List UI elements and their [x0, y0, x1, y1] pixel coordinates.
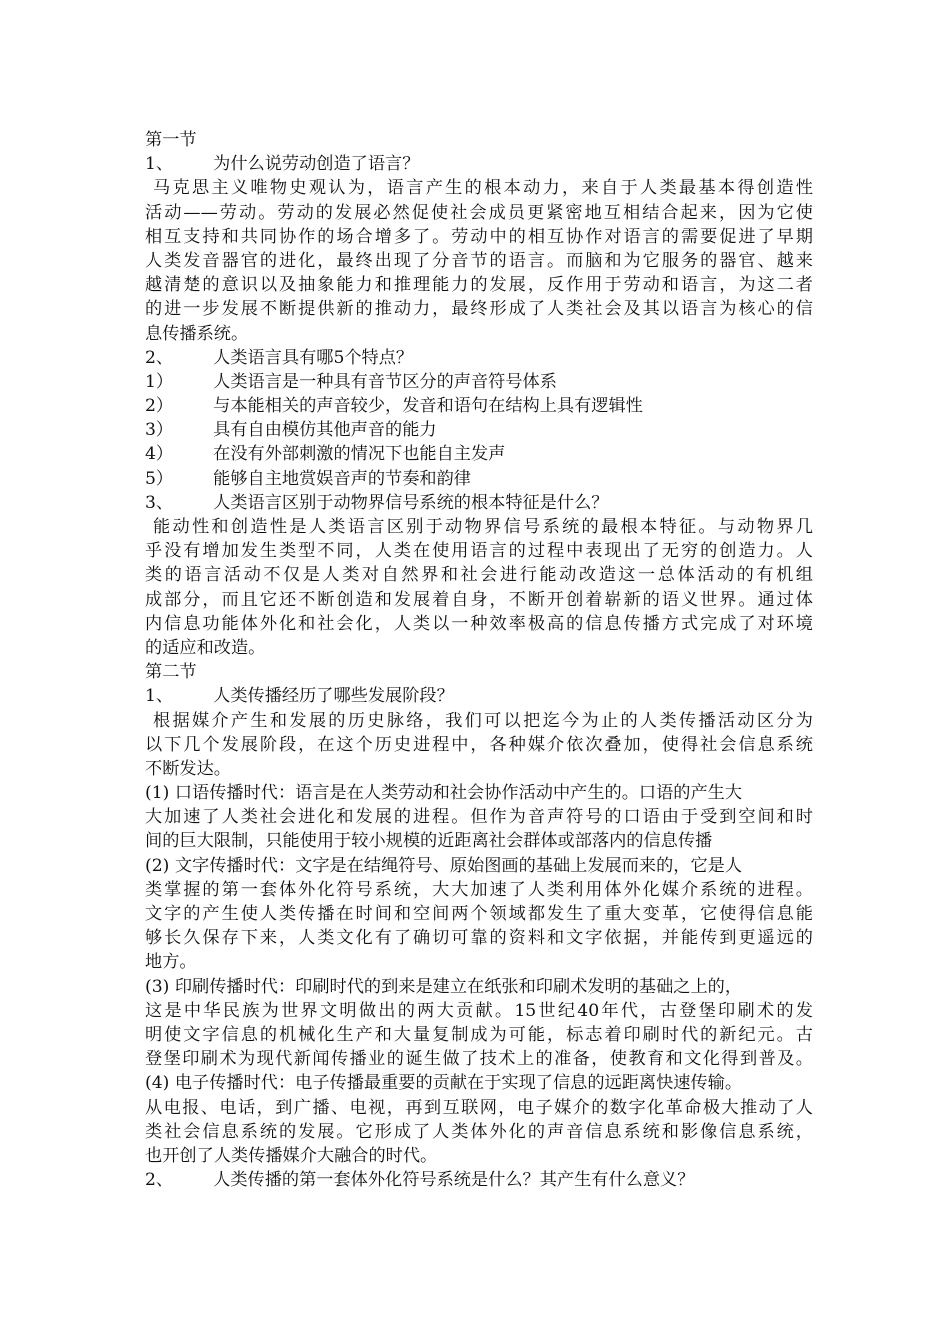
paragraph-line: 不断发达。 [145, 758, 231, 779]
list-item-text: 人类语言是一种具有音节区分的声音符号体系 [213, 371, 557, 392]
section-heading: 第二节 [145, 662, 197, 683]
paragraph-line: 能动性和创造性是人类语言区别于动物界信号系统的最根本特征。与动物界几 [153, 517, 813, 537]
list-item-text: 能够自主地赏娱音声的节奏和韵律 [213, 468, 471, 489]
paragraph-line: 越清楚的意识以及抽象能力和推理能力的发展，反作用于劳动和语言，为这二者 [145, 275, 813, 296]
list-item [145, 394, 813, 418]
stage-text: 口语传播时代：语言是在人类劳动和社会协作活动中产生的。口语的产生大 [174, 783, 743, 804]
list-item [145, 442, 813, 466]
paragraph-line: 乎没有增加发生类型不同，人类在使用语言的过程中表现出了无穷的创造力。人 [145, 541, 813, 562]
stage-line [145, 781, 813, 805]
stage-number: (1) [145, 783, 170, 804]
question-number: 1、 [145, 154, 174, 175]
list-item-number: 1） [145, 371, 174, 392]
list-item-text: 具有自由模仿其他声音的能力 [213, 420, 437, 441]
paragraph-line: 马克思主义唯物史观认为，语言产生的根本动力，来自于人类最基本得创造性 [153, 178, 813, 199]
paragraph-line: 也开创了人类传播媒介大融合的时代。 [145, 1145, 438, 1166]
stage-number: (2) [145, 855, 170, 876]
question-number: 3、 [145, 492, 174, 513]
paragraph-line: 从电报、电话，到广播、电视，再到互联网，电子媒介的数字化革命极大推动了人 [145, 1097, 813, 1118]
question-title [145, 491, 813, 515]
stage-line [145, 1071, 813, 1095]
stage-text: 印刷传播时代：印刷时代的到来是建立在纸张和印刷术发明的基础之上的， [174, 976, 743, 997]
paragraph-line: 的进一步发展不断提供新的推动力，最终形成了人类社会及其以语言为核心的信 [145, 299, 813, 320]
document-page [145, 128, 813, 1192]
stage-text: 文字传播时代：文字是在结绳符号、原始图画的基础上发展而来的，它是人 [174, 855, 743, 876]
question-text: 人类语言具有哪5个特点？ [213, 347, 414, 368]
paragraph-line: 活动——劳动。劳动的发展必然促使社会成员更紧密地互相结合起来，因为它使 [145, 202, 813, 223]
list-item-text: 在没有外部刺激的情况下也能自主发声 [213, 444, 506, 465]
paragraph-line: 成部分，而且它还不断创造和发展着自身，不断开创着崭新的语义世界。通过体 [145, 589, 813, 610]
question-number: 2、 [145, 347, 174, 368]
paragraph-line: 息传播系统。 [145, 323, 249, 344]
paragraph-line: 明使文字信息的机械化生产和大量复制成为可能，标志着印刷时代的新纪元。古 [145, 1024, 813, 1045]
paragraph-line: 类的语言活动不仅是人类对自然界和社会进行能动改造这一总体活动的有机组 [145, 565, 813, 586]
stage-text: 电子传播时代：电子传播最重要的贡献在于实现了信息的远距离快速传输。 [174, 1073, 743, 1094]
list-item [145, 467, 813, 491]
paragraph-line: 根据媒介产生和发展的历史脉络，我们可以把迄今为止的人类传播活动区分为 [153, 710, 813, 731]
question-number: 2、 [145, 1170, 174, 1191]
question-title [145, 346, 813, 370]
question-number: 1、 [145, 686, 174, 707]
list-item-number: 5） [145, 468, 174, 489]
paragraph-line: 类社会信息系统的发展。它形成了人类体外化的声音信息系统和影像信息系统， [145, 1121, 813, 1142]
list-item-number: 2） [145, 396, 174, 417]
list-item-number: 3） [145, 420, 174, 441]
paragraph-line: 登堡印刷术为现代新闻传播业的诞生做了技术上的准备，使教育和文化得到普及。 [145, 1049, 813, 1070]
paragraph-line: 这是中华民族为世界文明做出的两大贡献。15世纪40年代，古登堡印刷术的发 [145, 1000, 813, 1021]
question-title [145, 152, 813, 176]
question-text: 为什么说劳动创造了语言？ [213, 154, 420, 175]
paragraph-line: 人类发音器官的进化，最终出现了分音节的语言。而脑和为它服务的器官、越来 [145, 250, 813, 271]
paragraph-line: 内信息功能体外化和社会化，人类以一种效率极高的信息传播方式完成了对环境 [145, 613, 813, 634]
paragraph-line: 类掌握的第一套体外化符号系统，大大加速了人类利用体外化媒介系统的进程。 [145, 879, 813, 900]
paragraph-line: 间的巨大限制，只能使用于较小规模的近距离社会群体或部落内的信息传播 [145, 831, 713, 852]
paragraph-line: 文字的产生使人类传播在时间和空间两个领域都发生了重大变革，它使得信息能 [145, 904, 813, 924]
section-heading: 第一节 [145, 130, 197, 150]
question-title [145, 1168, 813, 1192]
question-text: 人类传播的第一套体外化符号系统是什么？其产生有什么意义？ [213, 1170, 695, 1191]
question-text: 人类传播经历了哪些发展阶段？ [213, 686, 454, 707]
list-item-number: 4） [145, 444, 174, 465]
stage-number: (4) [145, 1073, 170, 1094]
stage-line [145, 975, 813, 999]
paragraph-line: 的适应和改造。 [145, 637, 266, 658]
list-item-text: 与本能相关的声音较少，发音和语句在结构上具有逻辑性 [213, 396, 643, 417]
list-item [145, 370, 813, 394]
paragraph-line: 够长久保存下来，人类文化有了确切可靠的资料和文字依据，并能传到更遥远的 [145, 928, 813, 949]
question-title [145, 684, 813, 708]
list-item [145, 418, 813, 442]
paragraph-line: 大加速了人类社会进化和发展的进程。但作为音声符号的口语由于受到空间和时 [145, 807, 813, 828]
paragraph-line: 相互支持和共同协作的场合增多了。劳动中的相互协作对语言的需要促进了早期 [145, 226, 813, 247]
question-text: 人类语言区别于动物界信号系统的根本特征是什么？ [213, 492, 609, 513]
stage-number: (3) [145, 976, 170, 997]
paragraph-line: 以下几个发展阶段，在这个历史进程中，各种媒介依次叠加，使得社会信息系统 [145, 734, 813, 755]
stage-line [145, 854, 813, 878]
paragraph-line: 地方。 [145, 952, 197, 973]
